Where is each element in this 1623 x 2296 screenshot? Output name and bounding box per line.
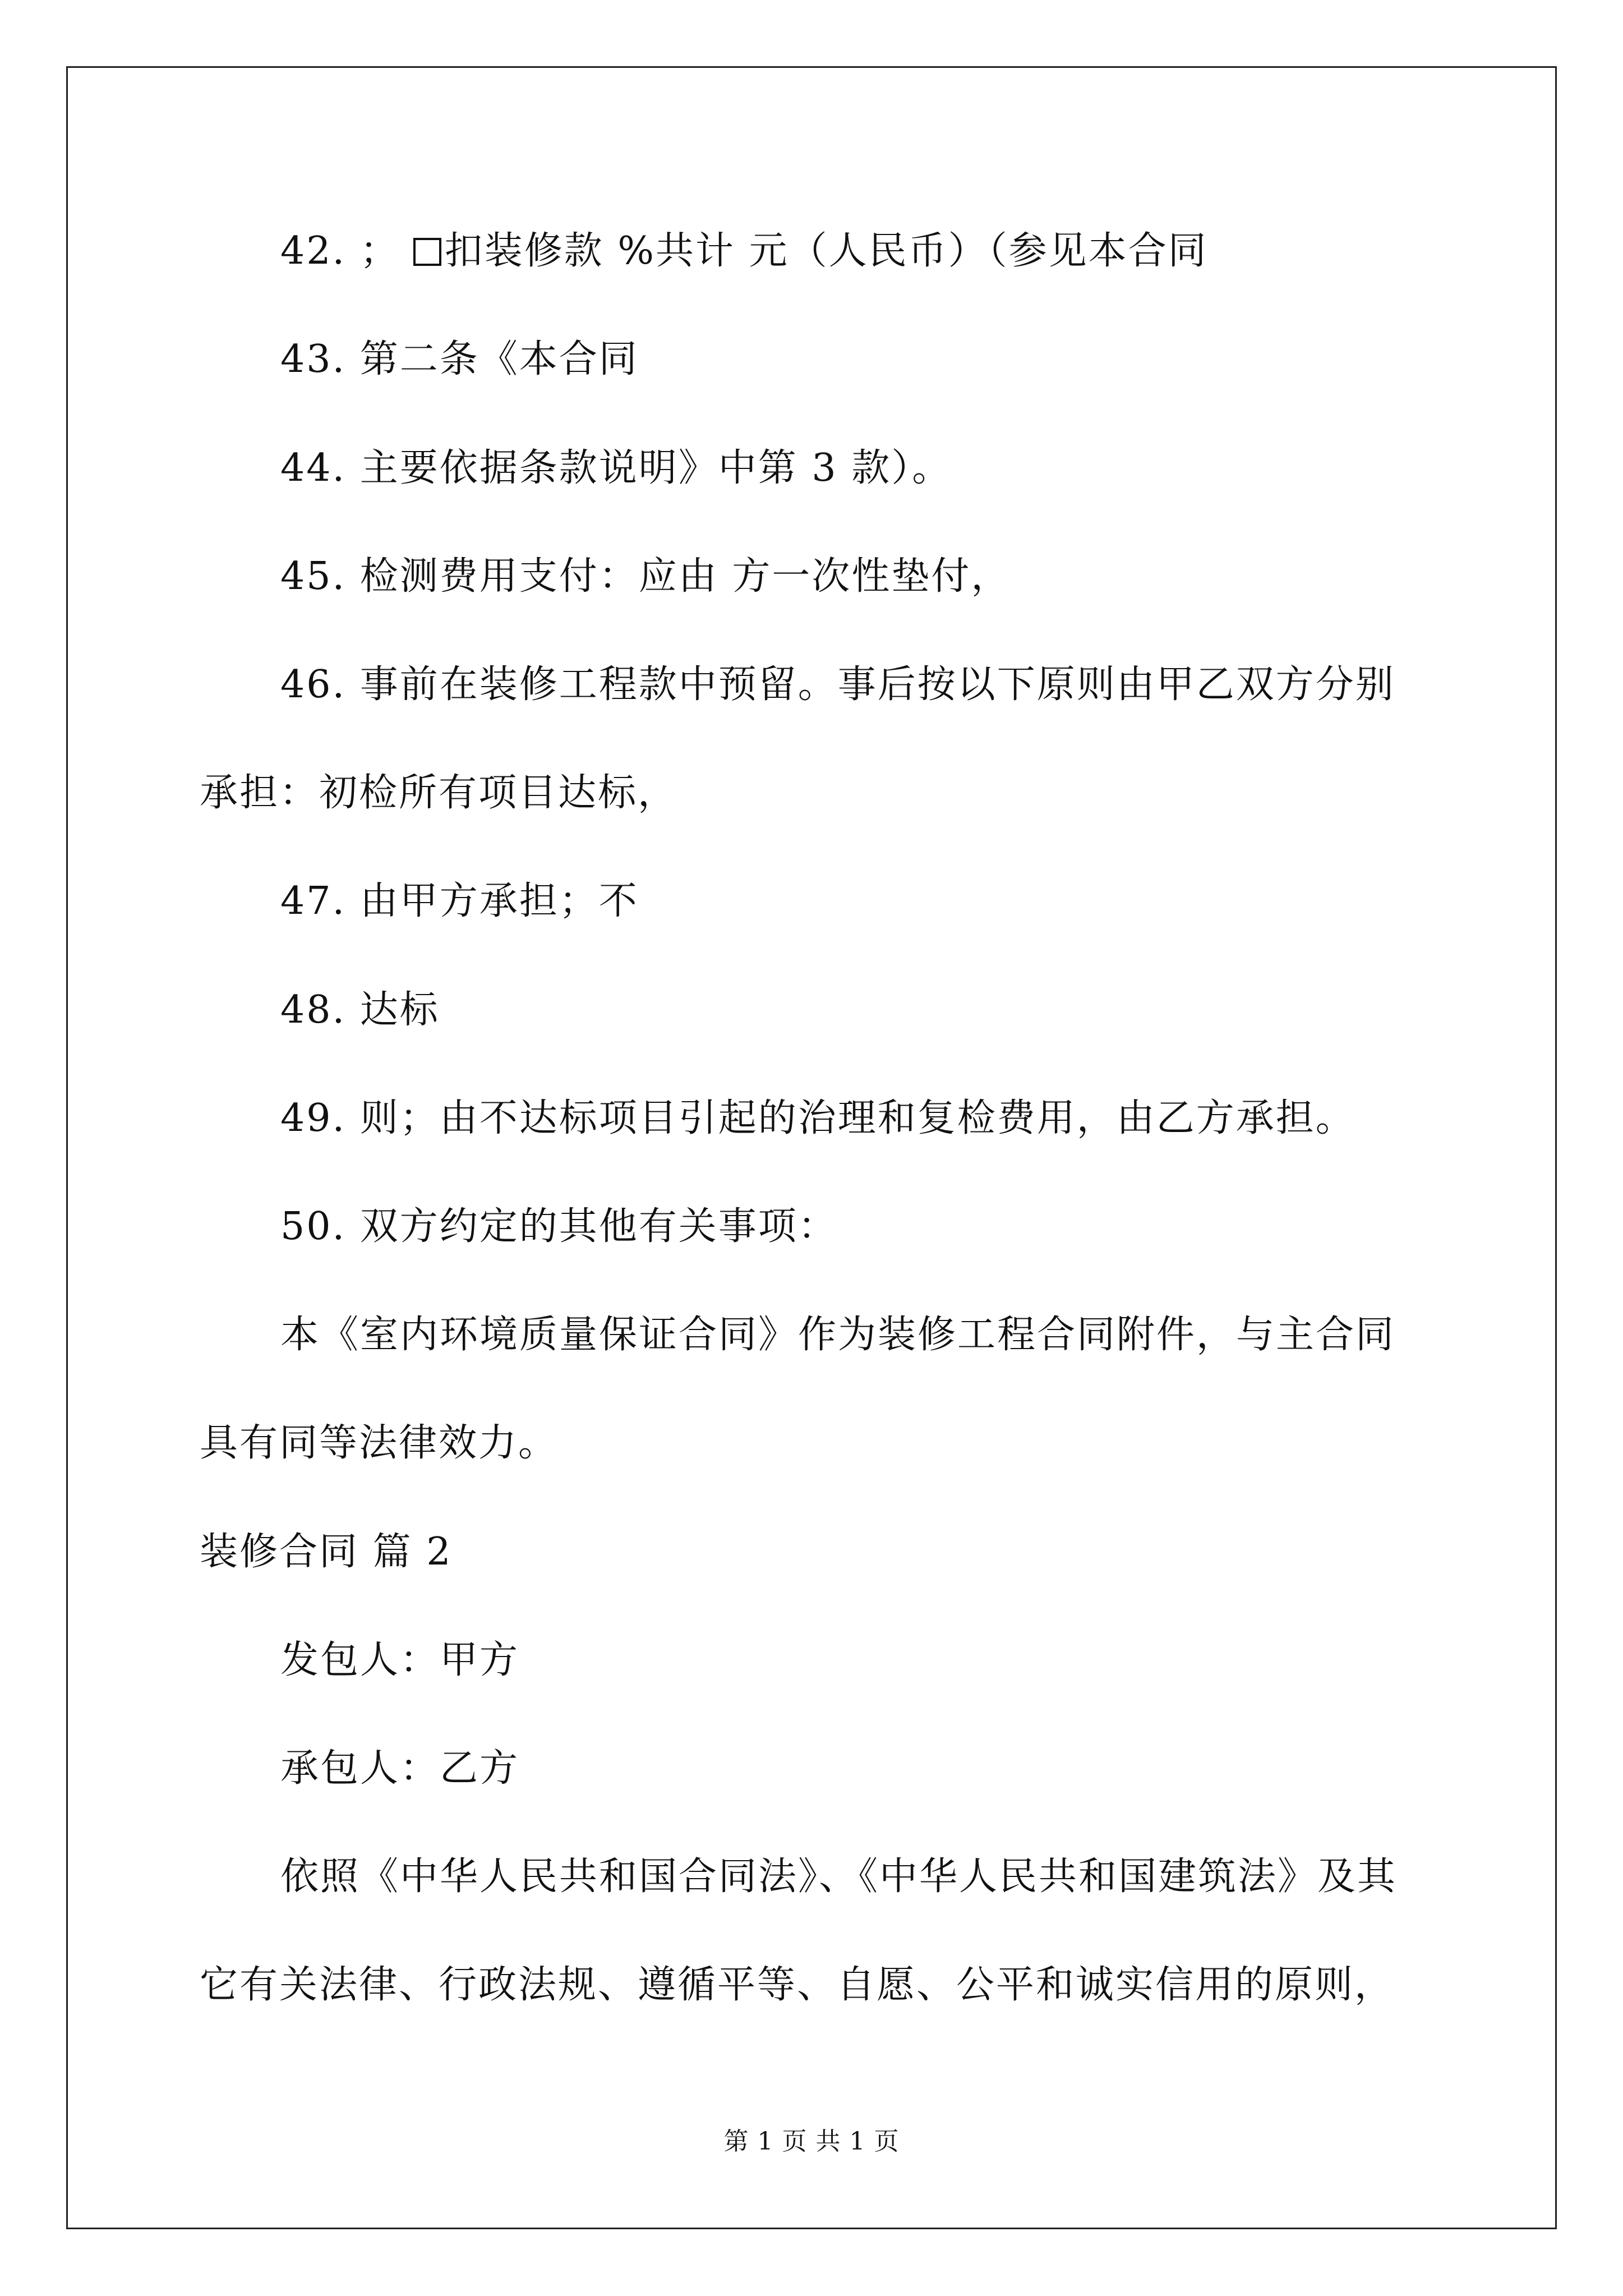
party-a-line bbox=[280, 1638, 520, 1682]
paragraph-line bbox=[200, 1963, 1395, 2007]
line-46 bbox=[280, 662, 1395, 707]
line-42 bbox=[280, 229, 1208, 273]
line-text: 由甲方承担；不 bbox=[359, 879, 639, 923]
line-43 bbox=[280, 337, 639, 381]
item-number: 47. bbox=[280, 879, 347, 923]
line-text: 发包人：甲方 bbox=[280, 1638, 520, 1682]
line-44 bbox=[280, 446, 952, 490]
line-50 bbox=[280, 1204, 838, 1249]
line-text: 装修合同 篇 2 bbox=[200, 1530, 453, 1574]
item-number: 44. bbox=[280, 446, 347, 490]
item-number: 48. bbox=[280, 988, 347, 1032]
line-49 bbox=[280, 1096, 1355, 1140]
page-footer: 第 1 页 共 1 页 bbox=[723, 2127, 900, 2156]
line-48 bbox=[280, 988, 440, 1032]
party-b-line bbox=[280, 1746, 520, 1791]
section-heading bbox=[200, 1530, 453, 1574]
item-number: 45. bbox=[280, 554, 347, 599]
line-text: 则；由不达标项目引起的治理和复检费用，由乙方承担。 bbox=[359, 1096, 1355, 1140]
line-text: 主要依据条款说明》中第 3 款）。 bbox=[359, 446, 952, 490]
item-number: 46. bbox=[280, 662, 347, 707]
line-47 bbox=[280, 879, 639, 923]
line-text: 它有关法律、行政法规、遵循平等、自愿、公平和诚实信用的原则， bbox=[200, 1963, 1395, 2007]
line-text: 事前在装修工程款中预留。事后按以下原则由甲乙双方分别 bbox=[359, 662, 1395, 707]
paragraph-line bbox=[200, 1421, 559, 1465]
line-46-continued bbox=[200, 771, 678, 815]
line-text: 本《室内环境质量保证合同》作为装修工程合同附件，与主合同 bbox=[280, 1313, 1396, 1357]
line-text: 承担：初检所有项目达标， bbox=[200, 771, 678, 815]
line-text: 达标 bbox=[359, 988, 440, 1032]
line-text: 双方约定的其他有关事项： bbox=[359, 1204, 838, 1249]
line-text: 依照《中华人民共和国合同法》、《中华人民共和国建筑法》及其 bbox=[280, 1855, 1398, 1899]
checkbox-icon bbox=[413, 238, 441, 266]
line-text: ； bbox=[359, 229, 400, 273]
item-number: 49. bbox=[280, 1096, 347, 1140]
line-text: 扣装修款 %共计 元（人民币）（参见本合同 bbox=[444, 229, 1208, 273]
line-text: 具有同等法律效力。 bbox=[200, 1421, 559, 1465]
line-text: 检测费用支付：应由 方一次性垫付， bbox=[359, 554, 1011, 599]
line-45 bbox=[280, 554, 1011, 599]
item-number: 43. bbox=[280, 337, 347, 381]
line-text: 承包人：乙方 bbox=[280, 1746, 520, 1791]
paragraph-line bbox=[280, 1313, 1396, 1357]
paragraph-line bbox=[280, 1855, 1398, 1899]
line-text: 第二条《本合同 bbox=[359, 337, 639, 381]
item-number: 42. bbox=[280, 229, 347, 273]
item-number: 50. bbox=[280, 1204, 347, 1249]
page-border bbox=[66, 66, 1557, 2229]
